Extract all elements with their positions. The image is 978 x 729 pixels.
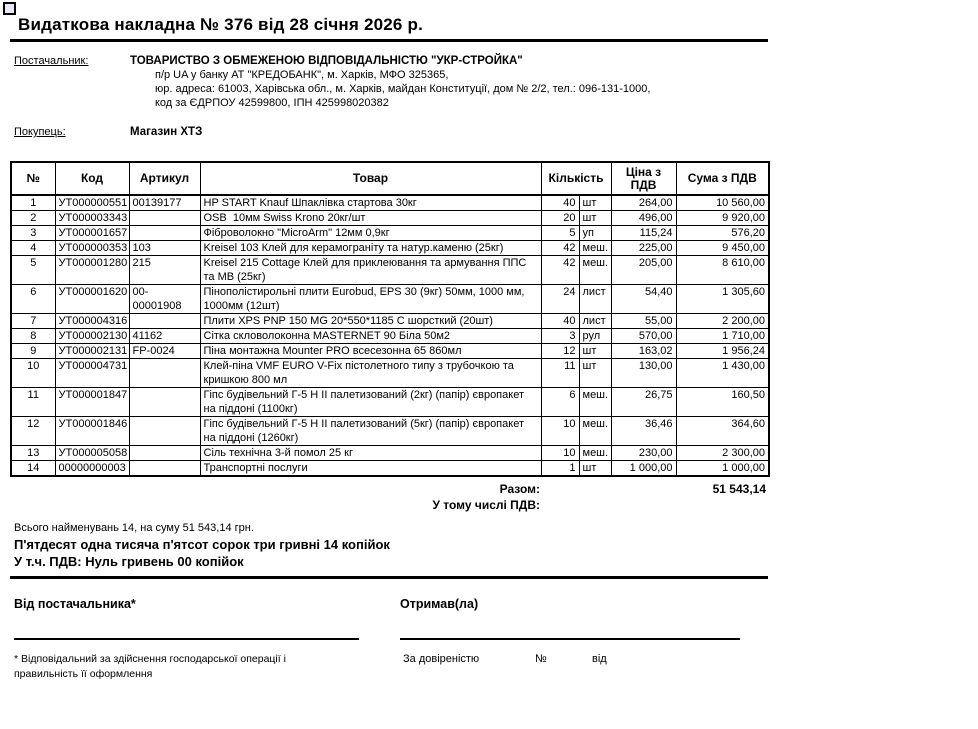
- summary-amount-words: П'ятдесят одна тисяча п'ятсот сорок три гривні 14 копійок: [14, 537, 390, 552]
- cell-code: УТ000002131: [55, 344, 129, 359]
- totals-section: [10, 481, 768, 513]
- cell-article: [129, 446, 200, 461]
- summary-vat-words: У т.ч. ПДВ: Нуль гривень 00 копійок: [14, 554, 244, 569]
- cell-sum: 9 920,00: [676, 211, 769, 226]
- header-sum: Сума з ПДВ: [676, 162, 769, 195]
- cell-price: 55,00: [611, 314, 676, 329]
- cell-sum: 1 956,24: [676, 344, 769, 359]
- buyer-name: Магазин ХТЗ: [130, 126, 203, 138]
- cell-code: УТ000001846: [55, 417, 129, 446]
- cell-qty: 40: [541, 314, 579, 329]
- cell-unit: меш.: [579, 417, 611, 446]
- cell-unit: шт: [579, 359, 611, 388]
- cell-code: УТ000002130: [55, 329, 129, 344]
- supplier-details: [155, 68, 650, 110]
- cell-price: 205,00: [611, 256, 676, 285]
- total-row: [10, 481, 768, 497]
- cell-price: 230,00: [611, 446, 676, 461]
- cell-num: 8: [11, 329, 55, 344]
- invoice-document: [10, 14, 768, 682]
- cell-article: [129, 226, 200, 241]
- proxy-row: [400, 653, 768, 665]
- cell-code: УТ000001280: [55, 256, 129, 285]
- cell-article: [129, 211, 200, 226]
- cell-price: 115,24: [611, 226, 676, 241]
- cell-num: 14: [11, 461, 55, 477]
- cell-num: 12: [11, 417, 55, 446]
- cell-product: Плити XPS PNP 150 MG 20*550*1185 С шорсткий (20шт): [200, 314, 541, 329]
- cell-price: 54,40: [611, 285, 676, 314]
- vat-label: У тому числі ПДВ:: [432, 498, 540, 512]
- table-row: [11, 256, 769, 285]
- cell-unit: рул: [579, 329, 611, 344]
- cell-unit: меш.: [579, 388, 611, 417]
- supplier-bank-line: п/р UA у банку АТ "КРЕДОБАНК", м. Харків, МФО 325365,: [155, 69, 449, 81]
- signature-footnote: * Відповідальний за здійснення господарської операції і правильність її оформлення: [14, 653, 286, 680]
- supplier-label: Постачальник:: [14, 55, 89, 67]
- cell-num: 13: [11, 446, 55, 461]
- cell-num: 1: [11, 195, 55, 211]
- cell-qty: 12: [541, 344, 579, 359]
- cell-sum: 2 300,00: [676, 446, 769, 461]
- proxy-label: За довіреністю: [403, 653, 480, 665]
- cell-qty: 42: [541, 241, 579, 256]
- cell-code: УТ000005058: [55, 446, 129, 461]
- table-row: [11, 461, 769, 477]
- table-row: [11, 285, 769, 314]
- supplier-signature-block: [10, 597, 400, 682]
- supplier-value: [130, 54, 650, 110]
- cell-unit: шт: [579, 195, 611, 211]
- cell-unit: лист: [579, 314, 611, 329]
- cell-code: УТ000000551: [55, 195, 129, 211]
- table-row: [11, 241, 769, 256]
- supplier-name: ТОВАРИСТВО З ОБМЕЖЕНОЮ ВІДПОВІДАЛЬНІСТЮ "УКР-СТРОЙКА": [130, 55, 523, 67]
- cell-unit: меш.: [579, 446, 611, 461]
- table-row: [11, 359, 769, 388]
- cell-code: УТ000001657: [55, 226, 129, 241]
- cell-qty: 20: [541, 211, 579, 226]
- cell-product: HP START Knauf Шпаклівка стартова 30кг: [200, 195, 541, 211]
- cell-product: Фіброволокно "MicroArm" 12мм 0,9кг: [200, 226, 541, 241]
- cell-qty: 1: [541, 461, 579, 477]
- proxy-number-label: №: [535, 653, 547, 665]
- cell-sum: 8 610,00: [676, 256, 769, 285]
- cell-code: УТ000004316: [55, 314, 129, 329]
- cell-code: УТ000003343: [55, 211, 129, 226]
- cell-price: 570,00: [611, 329, 676, 344]
- supplier-row: [10, 54, 768, 110]
- cell-article: [129, 359, 200, 388]
- vat-row: [10, 497, 768, 513]
- cell-qty: 10: [541, 417, 579, 446]
- header-product: Товар: [200, 162, 541, 195]
- table-row: [11, 417, 769, 446]
- cell-unit: меш.: [579, 241, 611, 256]
- cell-product: Пінополістирольні плити Eurobud, EPS 30 (9кг) 50мм, 1000 мм, 1000мм (12шт): [200, 285, 541, 314]
- summary-section: [10, 521, 768, 570]
- cell-price: 496,00: [611, 211, 676, 226]
- cell-price: 225,00: [611, 241, 676, 256]
- cell-article: 00-00001908: [129, 285, 200, 314]
- cell-code: УТ000000353: [55, 241, 129, 256]
- cell-article: FP-0024: [129, 344, 200, 359]
- receiver-signature-line: [400, 638, 740, 640]
- cell-product: Сіль технічна 3-й помол 25 кг: [200, 446, 541, 461]
- cell-num: 9: [11, 344, 55, 359]
- table-row: [11, 314, 769, 329]
- cell-article: 41162: [129, 329, 200, 344]
- cell-unit: шт: [579, 344, 611, 359]
- title-divider: [10, 39, 768, 42]
- cell-product: Транспортні послуги: [200, 461, 541, 477]
- cell-sum: 1 430,00: [676, 359, 769, 388]
- cell-article: 215: [129, 256, 200, 285]
- table-row: [11, 226, 769, 241]
- header-num: №: [11, 162, 55, 195]
- cell-qty: 42: [541, 256, 579, 285]
- cell-sum: 2 200,00: [676, 314, 769, 329]
- cell-unit: лист: [579, 285, 611, 314]
- cell-sum: 1 305,60: [676, 285, 769, 314]
- cell-article: 00139177: [129, 195, 200, 211]
- buyer-row: [10, 125, 768, 139]
- cell-code: УТ000001620: [55, 285, 129, 314]
- buyer-label: Покупець:: [14, 126, 66, 138]
- total-label: Разом:: [499, 482, 540, 496]
- cell-sum: 364,60: [676, 417, 769, 446]
- cell-product: Kreisel 103 Клей для керамограніту та натур.каменю (25кг): [200, 241, 541, 256]
- cell-qty: 24: [541, 285, 579, 314]
- cell-qty: 6: [541, 388, 579, 417]
- cell-price: 26,75: [611, 388, 676, 417]
- cell-num: 5: [11, 256, 55, 285]
- cell-qty: 3: [541, 329, 579, 344]
- summary-items-line: Всього найменувань 14, на суму 51 543,14 грн.: [14, 522, 254, 534]
- parties-section: [10, 54, 768, 139]
- cell-article: [129, 388, 200, 417]
- cell-sum: 160,50: [676, 388, 769, 417]
- table-row: [11, 344, 769, 359]
- bottom-divider: [10, 576, 768, 579]
- table-row: [11, 329, 769, 344]
- cell-product: Сітка скловолоконна MASTERNET 90 Біла 50м2: [200, 329, 541, 344]
- table-row: [11, 388, 769, 417]
- cell-unit: шт: [579, 211, 611, 226]
- receiver-signature-block: [400, 597, 768, 682]
- items-header-row: [11, 162, 769, 195]
- cell-product: Піна монтажна Mounter PRO всесезонна 65 860мл: [200, 344, 541, 359]
- items-body: [11, 195, 769, 476]
- header-code: Код: [55, 162, 129, 195]
- supplier-codes-line: код за ЄДРПОУ 42599800, ІПН 425998020382: [155, 97, 389, 109]
- cell-unit: меш.: [579, 256, 611, 285]
- cell-product: Kreisel 215 Cottage Клей для приклеювання та армування ППС та МВ (25кг): [200, 256, 541, 285]
- cell-article: [129, 417, 200, 446]
- cell-num: 3: [11, 226, 55, 241]
- proxy-from-label: від: [592, 653, 607, 665]
- receiver-signature-label: Отримав(ла): [400, 597, 479, 611]
- cell-code: 00000000003: [55, 461, 129, 477]
- cell-qty: 10: [541, 446, 579, 461]
- header-article: Артикул: [129, 162, 200, 195]
- supplier-signature-label: Від постачальника*: [14, 597, 136, 611]
- cell-num: 2: [11, 211, 55, 226]
- cell-product: Клей-піна VMF EURO V-Fix пістолетного типу з трубочкою та кришкою 800 мл: [200, 359, 541, 388]
- cell-price: 36,46: [611, 417, 676, 446]
- items-table: [10, 161, 770, 477]
- cell-num: 10: [11, 359, 55, 388]
- cell-price: 1 000,00: [611, 461, 676, 477]
- cell-price: 163,02: [611, 344, 676, 359]
- cell-qty: 5: [541, 226, 579, 241]
- cell-article: [129, 314, 200, 329]
- cell-product: OSB 10мм Swiss Krono 20кг/шт: [200, 211, 541, 226]
- vat-value: [540, 497, 768, 513]
- cell-sum: 1 000,00: [676, 461, 769, 477]
- cell-qty: 40: [541, 195, 579, 211]
- table-row: [11, 195, 769, 211]
- cell-product: Гіпс будівельний Г-5 Н ІІ палетизований (2кг) (папір) європакет на піддоні (1100кг): [200, 388, 541, 417]
- cell-sum: 1 710,00: [676, 329, 769, 344]
- cell-sum: 10 560,00: [676, 195, 769, 211]
- cell-unit: уп: [579, 226, 611, 241]
- cell-code: УТ000004731: [55, 359, 129, 388]
- supplier-signature-line: [14, 638, 359, 640]
- signatures-section: [10, 597, 768, 682]
- cell-unit: шт: [579, 461, 611, 477]
- cell-num: 6: [11, 285, 55, 314]
- cell-code: УТ000001847: [55, 388, 129, 417]
- cell-article: [129, 461, 200, 477]
- cell-num: 11: [11, 388, 55, 417]
- cell-price: 130,00: [611, 359, 676, 388]
- cell-price: 264,00: [611, 195, 676, 211]
- header-price: Ціна з ПДВ: [611, 162, 676, 195]
- cell-sum: 9 450,00: [676, 241, 769, 256]
- supplier-address-line: юр. адреса: 61003, Харівська обл., м. Харків, майдан Конституції, дом № 2/2, тел.: 096-131-1000,: [155, 83, 651, 95]
- cell-num: 4: [11, 241, 55, 256]
- cell-sum: 576,20: [676, 226, 769, 241]
- total-value: 51 543,14: [712, 482, 766, 496]
- cell-product: Гіпс будівельний Г-5 Н ІІ палетизований (5кг) (папір) європакет на піддоні (1260кг): [200, 417, 541, 446]
- table-row: [11, 446, 769, 461]
- table-row: [11, 211, 769, 226]
- cell-num: 7: [11, 314, 55, 329]
- cell-qty: 11: [541, 359, 579, 388]
- cell-article: 103: [129, 241, 200, 256]
- page-title: Видаткова накладна № 376 від 28 січня 2026 р.: [18, 15, 423, 34]
- header-qty: Кількість: [541, 162, 611, 195]
